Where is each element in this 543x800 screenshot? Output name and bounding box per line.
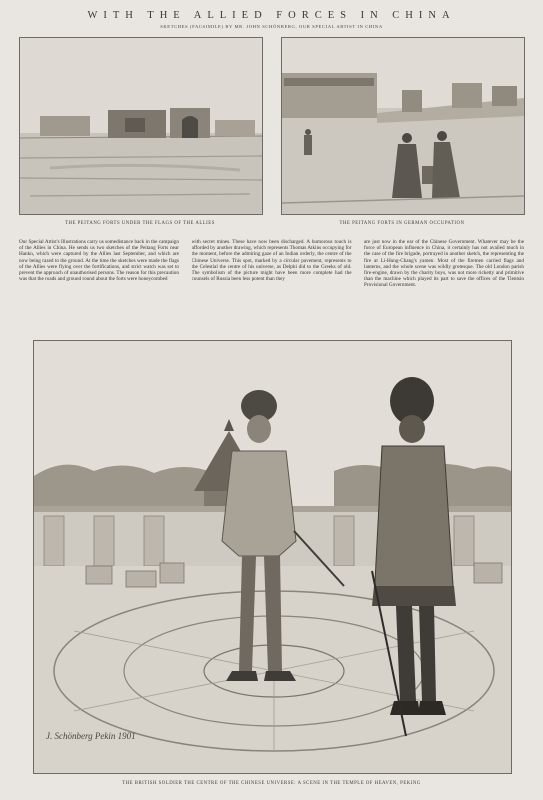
article-body: [19, 239, 524, 301]
caption-forts-flags: THE PEITANG FORTS UNDER THE FLAGS OF THE ALLIES: [65, 221, 215, 226]
caption-temple-of-heaven: THE BRITISH SOLDIER THE CENTRE OF THE CHINESE UNIVERSE: A SCENE IN THE TEMPLE OF HEAVEN, PEKING: [122, 781, 421, 786]
illustration-forts-flags: [19, 37, 263, 215]
temple-of-heaven-sketch: [34, 341, 511, 773]
artist-signature: J. Schönberg Pekin 1901: [46, 731, 136, 741]
forts-flags-sketch: [20, 38, 262, 214]
caption-forts-german: THE PEITANG FORTS IN GERMAN OCCUPATION: [339, 221, 465, 226]
forts-german-sketch: [282, 38, 524, 214]
illustration-forts-german: [281, 37, 525, 215]
article-column-1: Our Special Artist's Illustrations carry us somedistance back in the campaign of the Allies in China. He sends us two sketches of the Peitang Forts near Hankn, which were captured by the Allies last September, and which are now being razed to the ground. At the time the sketches were made the flags of the Allies were flying over the fortifications, and strict watch was set to prevent the approach of unauthorised persons. The reason for this precaution was that the roads and ground round about the forts were honeycombed: [19, 239, 179, 283]
article-column-2: with secret mines. These have now been discharged. A humorous touch is afforded by another drawing, which represents Thomas Atkins occupying for the moment, before the admiring gaze of an Indian orderly, the centre of the Chinese Universe. This spot, marked by a circular pavement, represents to the Celestial the centre of his universe, as Delphi did to the Greeks of old. The symbolism of the picture might have been more complete had the counsels of Russia been less potent than they: [191, 239, 352, 283]
page-subtitle: SKETCHES (FACSIMILE) BY MR. JOHN SCHÖNBERG, OUR SPECIAL ARTIST IN CHINA: [160, 24, 383, 29]
article-column-3: are just now in the ear of the Chinese Government. Whatever may be the force of European influence in China, it certainly has not availed much in the case of the fire brigade, portrayed in another sketch, the representing the fire at Li-Hung-Chang's yamen. Most of the firemen carried flags and lanterns, and the whole scene was wildly grotesque. The old London parish fire-engine, drawn by the charity boys, was not more ricketty and primitive than the machine which played its part to save the offices of the Tientsin Provisional Government.: [364, 239, 524, 289]
illustration-temple-of-heaven: [33, 340, 512, 774]
page-title: WITH THE ALLIED FORCES IN CHINA: [87, 10, 456, 21]
